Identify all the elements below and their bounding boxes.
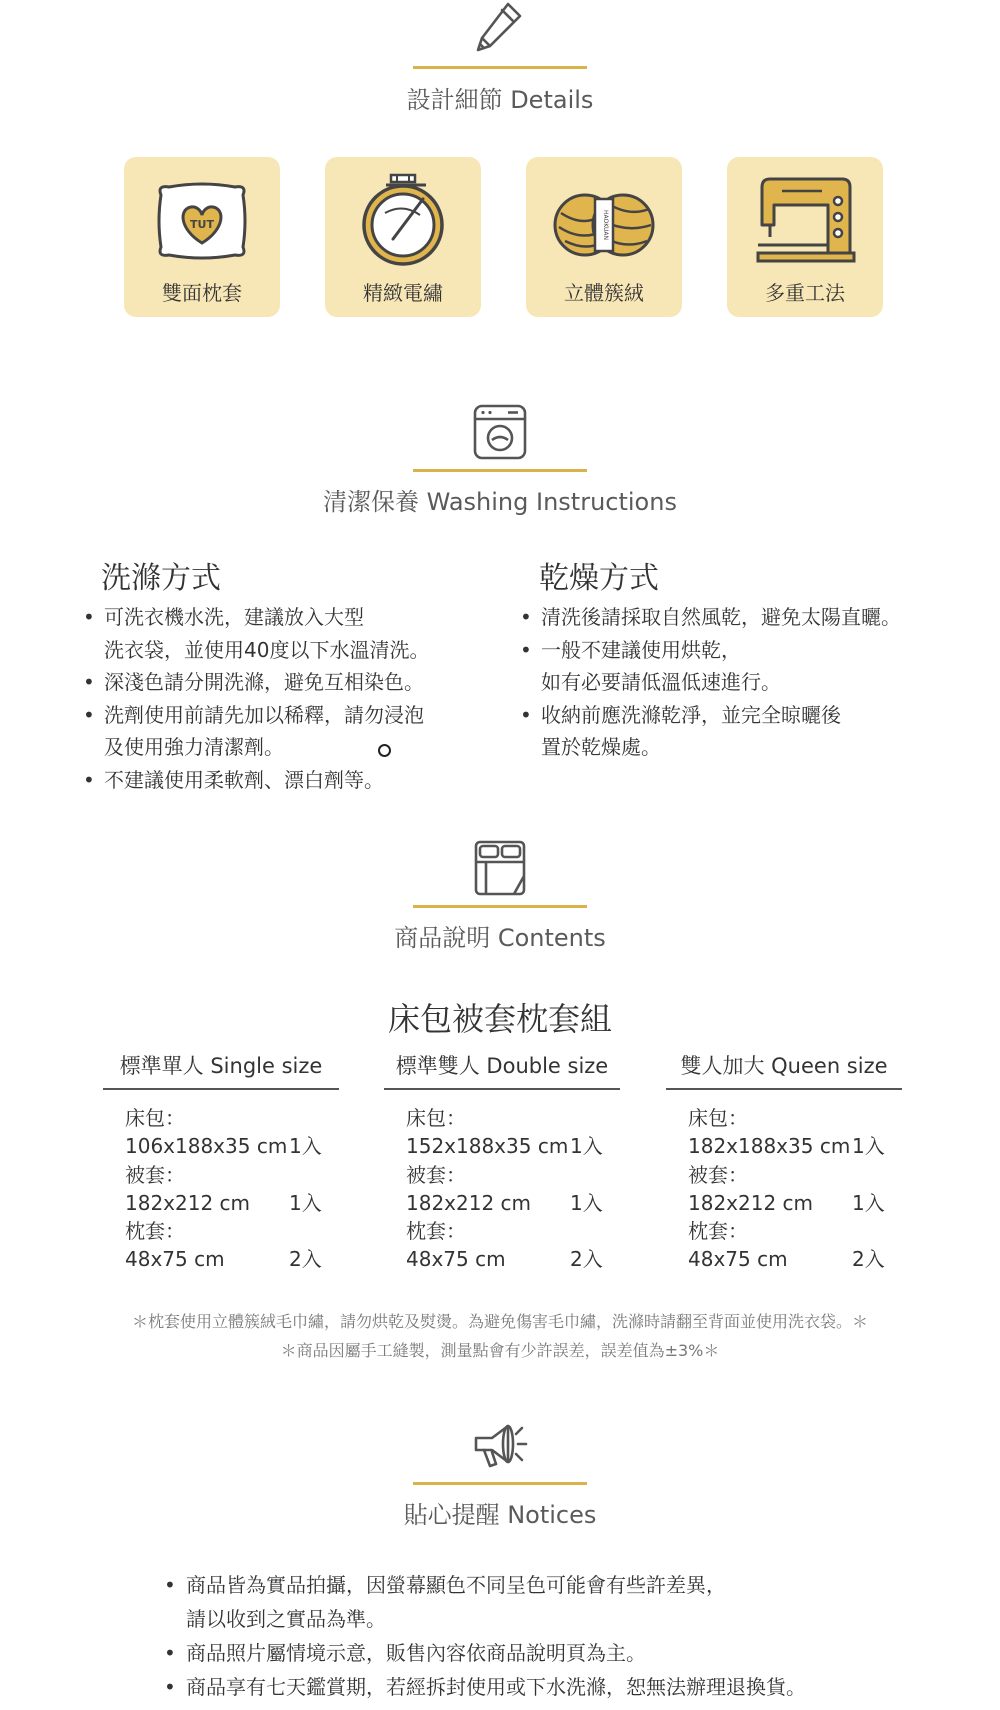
list-item: • 收納前應洗滌乾淨，並完全晾曬後 置於乾燥處。 bbox=[520, 699, 901, 764]
dry-list bbox=[520, 601, 901, 764]
stray-circle-mark bbox=[378, 744, 391, 757]
list-item: • 商品享有七天鑑賞期，若經拆封使用或下水洗滌，恕無法辦理退換貨。 bbox=[162, 1670, 806, 1704]
size-row: 152x188x35 cm 1入 bbox=[406, 1134, 603, 1159]
size-row: 48x75 cm 2入 bbox=[125, 1247, 322, 1272]
bed-icon bbox=[470, 838, 530, 898]
list-item: • 深淺色請分開洗滌，避免互相染色。 bbox=[83, 666, 429, 699]
feature-card-craft bbox=[727, 157, 883, 317]
size-row: 182x212 cm 1入 bbox=[688, 1190, 885, 1215]
section-divider bbox=[413, 1482, 587, 1485]
list-item: • 洗劑使用前請先加以稀釋，請勿浸泡 及使用強力清潔劑。 bbox=[83, 699, 429, 764]
list-item: • 清洗後請採取自然風乾，避免太陽直曬。 bbox=[520, 601, 901, 634]
size-column-queen bbox=[666, 1050, 902, 1274]
size-row: 枕套： bbox=[688, 1219, 748, 1244]
size-row: 床包： bbox=[406, 1106, 466, 1130]
section-divider bbox=[413, 469, 587, 472]
size-heading: 標準雙人 Double size bbox=[384, 1050, 620, 1090]
embroidery-hoop-icon bbox=[350, 173, 456, 269]
size-row: 枕套： bbox=[125, 1219, 185, 1244]
contents-title: 商品說明 Contents bbox=[394, 924, 606, 952]
feature-card-pillow bbox=[124, 157, 280, 317]
notice-list bbox=[162, 1568, 806, 1704]
feature-label: 雙面枕套 bbox=[162, 281, 242, 305]
size-row: 枕套： bbox=[406, 1219, 466, 1244]
notices-title: 貼心提醒 Notices bbox=[403, 1501, 597, 1529]
size-row: 48x75 cm 2入 bbox=[688, 1247, 885, 1272]
size-column-single bbox=[103, 1050, 339, 1274]
feature-label: 多重工法 bbox=[765, 281, 845, 305]
size-row: 182x212 cm 1入 bbox=[406, 1190, 603, 1215]
wash-heading: 洗滌方式 bbox=[101, 561, 221, 596]
dry-heading: 乾燥方式 bbox=[539, 561, 659, 596]
size-heading: 標準單人 Single size bbox=[103, 1050, 339, 1090]
size-row: 被套： bbox=[406, 1162, 466, 1187]
washing-machine-icon bbox=[470, 402, 530, 462]
size-row: 床包： bbox=[125, 1106, 185, 1130]
size-row: 106x188x35 cm 1入 bbox=[125, 1134, 322, 1159]
yarn-ball-icon bbox=[551, 173, 657, 269]
size-row: 床包： bbox=[688, 1106, 748, 1130]
svg-text:TUT: TUT bbox=[190, 218, 214, 231]
pillow-icon bbox=[149, 173, 255, 269]
size-row: 182x188x35 cm 1入 bbox=[688, 1134, 885, 1159]
section-divider bbox=[413, 905, 587, 908]
wash-list bbox=[83, 601, 429, 796]
feature-card-tufting bbox=[526, 157, 682, 317]
list-item: • 商品皆為實品拍攝，因螢幕顯色不同呈色可能會有些許差異， 請以收到之實品為準。 bbox=[162, 1568, 806, 1636]
feature-label: 精緻電繡 bbox=[363, 281, 443, 305]
svg-text:HAOKUAN: HAOKUAN bbox=[602, 210, 609, 240]
size-column-double bbox=[384, 1050, 620, 1274]
list-item: • 商品照片屬情境示意，販售內容依商品說明頁為主。 bbox=[162, 1636, 806, 1670]
list-item: • 可洗衣機水洗，建議放入大型 洗衣袋，並使用40度以下水溫清洗。 bbox=[83, 601, 429, 666]
size-row: 被套： bbox=[125, 1162, 185, 1187]
washing-title: 清潔保養 Washing Instructions bbox=[323, 488, 677, 516]
product-title: 床包被套枕套組 bbox=[387, 1000, 612, 1038]
section-divider bbox=[413, 66, 587, 69]
feature-label: 立體簇絨 bbox=[564, 281, 644, 305]
size-row: 被套： bbox=[688, 1162, 748, 1187]
size-heading: 雙人加大 Queen size bbox=[666, 1050, 902, 1090]
sewing-machine-icon bbox=[752, 173, 858, 269]
tolerance-note: ＊商品因屬手工縫製，測量點會有少許誤差，誤差值為±3%＊ bbox=[280, 1341, 720, 1360]
feature-card-embroidery bbox=[325, 157, 481, 317]
pencil-icon bbox=[470, 0, 530, 60]
megaphone-icon bbox=[470, 1414, 530, 1474]
list-item: • 一般不建議使用烘乾， 如有必要請低溫低速進行。 bbox=[520, 634, 901, 699]
size-row: 182x212 cm 1入 bbox=[125, 1190, 322, 1215]
size-row: 48x75 cm 2入 bbox=[406, 1247, 603, 1272]
details-title: 設計細節 Details bbox=[406, 86, 594, 114]
care-note: ＊枕套使用立體簇絨毛巾繡，請勿烘乾及熨燙。為避免傷害毛巾繡，洗滌時請翻至背面並使用洗衣袋。＊ bbox=[131, 1312, 868, 1331]
list-item: • 不建議使用柔軟劑、漂白劑等。 bbox=[83, 764, 429, 797]
